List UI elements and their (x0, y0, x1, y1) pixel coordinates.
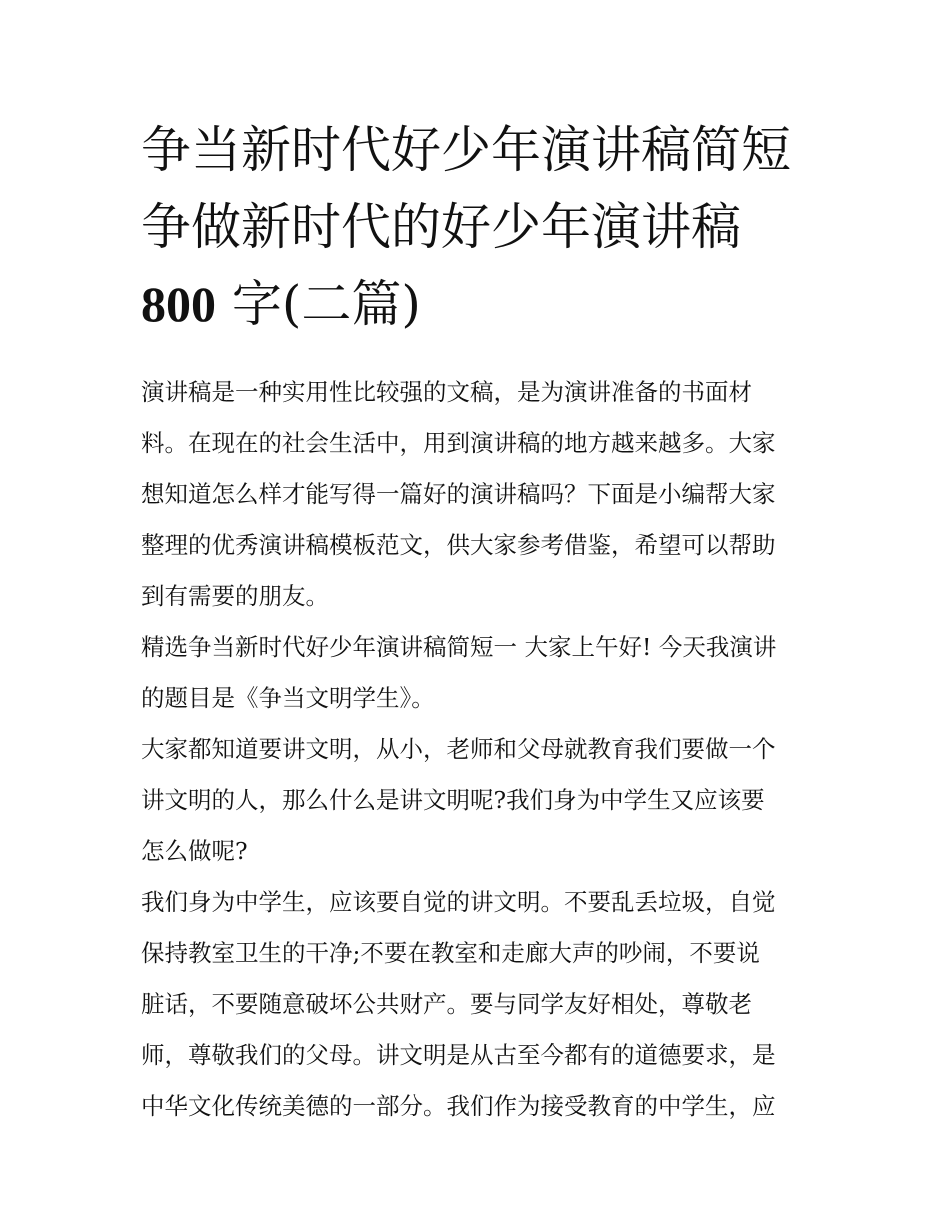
text-line: 我们身为中学生，应该要自觉的讲文明。不要乱丢垃圾，自觉 (141, 888, 776, 916)
text-line: 怎么做呢? (141, 837, 248, 865)
title-line-1: 争当新时代好少年演讲稿简短 (141, 121, 791, 179)
text-line: 演讲稿是一种实用性比较强的文稿，是为演讲准备的书面材 (141, 378, 752, 406)
title-word-count: 800 (141, 276, 216, 332)
text-line: 讲文明的人，那么什么是讲文明呢?我们身为中学生又应该要 (141, 786, 765, 814)
text-line: 整理的优秀演讲稿模板范文，供大家参考借鉴，希望可以帮助 (141, 531, 776, 559)
text-line: 到有需要的朋友。 (141, 582, 329, 610)
paragraph-civility-question (141, 724, 813, 877)
text-line: 师，尊敬我们的父母。讲文明是从古至今都有的道德要求，是 (141, 1041, 776, 1069)
title-line-3 (141, 266, 813, 343)
text-line: 脏话，不要随意破坏公共财产。要与同学友好相处，尊敬老 (141, 990, 752, 1018)
paragraph-speech-opening (141, 622, 813, 724)
text-line: 保持教室卫生的干净;不要在教室和走廊大声的吵闹，不要说 (141, 939, 760, 967)
paragraph-intro (141, 367, 813, 622)
text-line: 的题目是《争当文明学生》。 (141, 684, 435, 712)
document-title (141, 112, 813, 343)
title-line-2: 争做新时代的好少年演讲稿 (141, 198, 741, 256)
text-line: 中华文化传统美德的一部分。我们作为接受教育的中学生，应 (141, 1092, 776, 1120)
document-page (141, 112, 813, 1132)
text-line: 想知道怎么样才能写得一篇好的演讲稿吗？下面是小编帮大家 (141, 480, 776, 508)
text-line: 大家都知道要讲文明，从小，老师和父母就教育我们要做一个 (141, 735, 776, 763)
document-body (141, 367, 813, 1132)
title-suffix: 字(二篇) (216, 275, 421, 333)
paragraph-student-conduct (141, 877, 813, 1132)
text-line: 精选争当新时代好少年演讲稿简短一 大家上午好! 今天我演讲 (141, 633, 777, 661)
text-line: 料。在现在的社会生活中，用到演讲稿的地方越来越多。大家 (141, 429, 776, 457)
